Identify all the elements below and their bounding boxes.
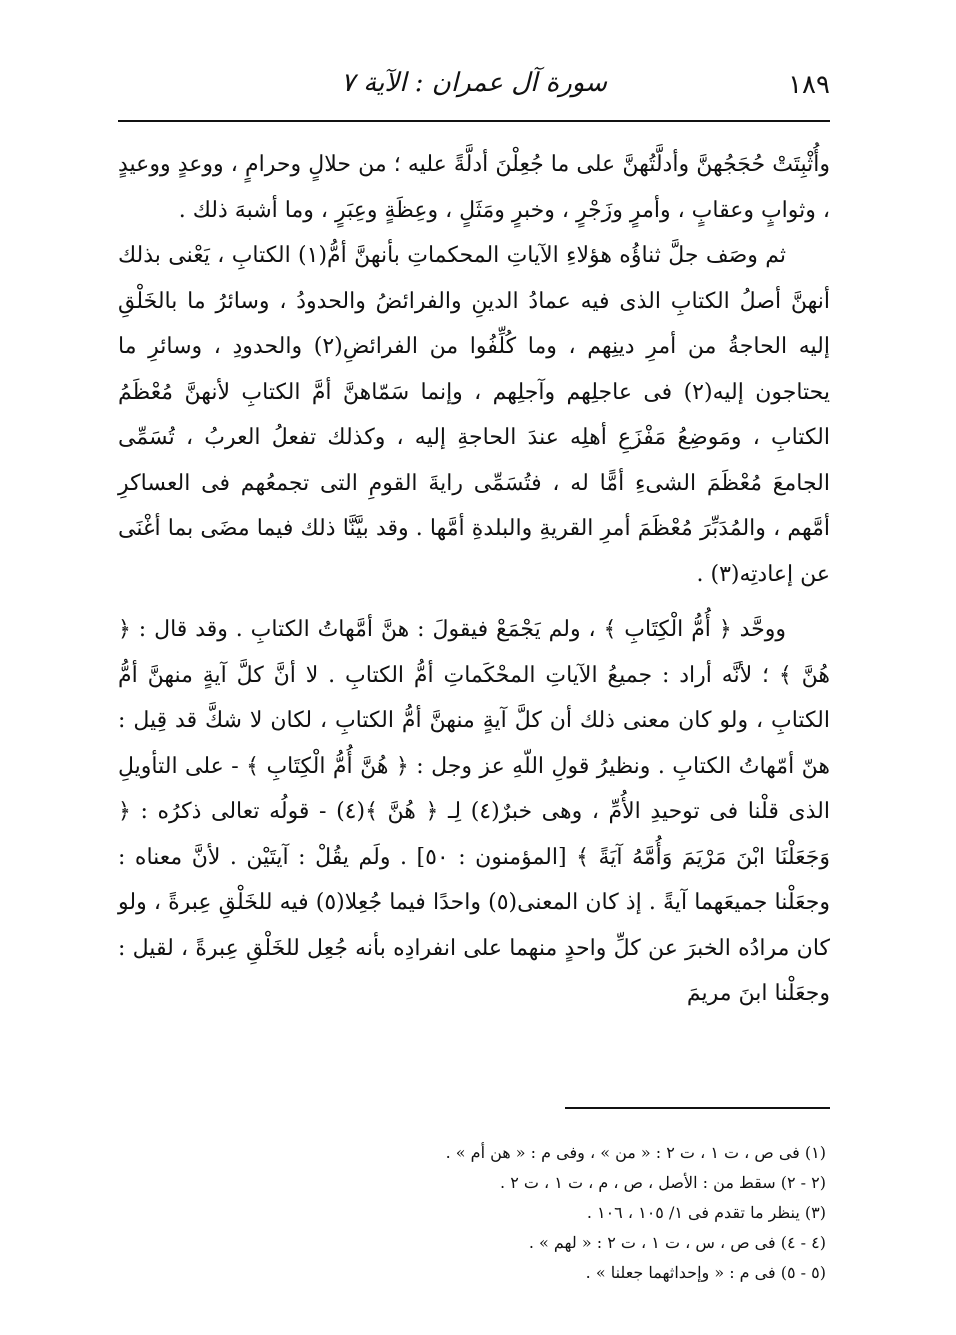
footnote-3: (٣) ينظر ما تقدم فى ١/ ١٠٥ ، ١٠٦ . (586, 1203, 826, 1222)
paragraph-2: ثم وصَف جلَّ ثناؤُه هؤلاءِ الآياتِ المحكماتِ بأنهنَّ أمُّ(١) الكتابِ ، يَعْنى بذلك أنهنَّ أصلُ الكتابِ الذى فيه عمادُ الدينِ والفرائضُ والحدودُ ، وسائرُ ما بالخَلْقِ إليه الحاجةُ من أمرِ دينِهم ، وما كُلِّفُوا من الفرائضِ(٢) والحدودِ ، وسائرِ ما يحتاجون إليه(٢) فى عاجلِهم وآجلِهم ، وإنما سَمّاهنَّ أمَّ الكتابِ لأنهنَّ مُعْظَمُ الكتابِ ، ومَوضِعُ مَفْزَعِ أهلِه عندَ الحاجةِ إليه ، وكذلك تفعلُ العربُ ، تُسَمِّى الجامعَ مُعْظَمَ الشىءِ أمًّا له ، فتُسَمِّى رايةَ القومِ التى تجمعُهم فى العساكرِ أمَّهم ، والمُدَبِّرَ مُعْظَمَ أمرِ القريةِ والبلدةِ أمَّها . وقد بيَّنَّا ذلك فيما مضَى بما أغْنَى عن إعادتِه(٣) . (118, 243, 830, 587)
page-number: ١٨٩ (788, 70, 830, 100)
paragraph-1: وأُثْبِتَتْ حُجَجُهنَّ وأدلَّتُهنَّ على ما جُعِلْنَ أدلَّةً عليه ؛ من حلالٍ وحرامٍ ، ووعدٍ ووعيدٍ ، وثوابٍ وعقابٍ ، وأمرٍ وزَجْرٍ ، وخبرٍ ومَثَلٍ ، وعِظَةٍ وعِبَرٍ ، وما أشبهَ ذلك . (118, 152, 830, 223)
main-text (118, 142, 830, 1017)
footnote-5: (٥ - ٥) فى م : « وإحداثهما جعلنا » . (585, 1263, 826, 1282)
footnotes (118, 1138, 830, 1288)
footnote-2: (٢ - ٢) سقط من : الأصل ، ص ، م ، ت ١ ، ت ٢ . (500, 1173, 826, 1192)
running-head (118, 66, 830, 116)
paragraph-3: ووحَّد ﴿ أُمُّ الْكِتَابِ ﴾ ، ولم يَجْمَعْ فيقولَ : هنَّ أمَّهاتُ الكتابِ . وقد قال : ﴿ هُنَّ ﴾ ؛ لأنَّه أراد : جميعُ الآياتِ المحْكَماتِ أمُّ الكتابِ . لا أنَّ كلَّ آيةٍ منهنَّ أمُّ الكتابِ ، ولو كان معنى ذلك أن كلَّ آيةٍ منهنَّ أمُّ الكتابِ ، لكان لا شكَّ قد قِيل : هنّ أمّهاتُ الكتابِ . ونظيرُ قولِ اللّهِ عز وجل : ﴿ هُنَّ أُمُّ الْكِتَابِ ﴾ - على التأويلِ الذى قلْنا فى توحيدِ الأُمِّ ، وهى خبرٌ(٤) لِـ ﴿ هُنَّ ﴾(٤) - قولُه تعالى ذكرُه : ﴿ وَجَعَلْنَا ابْنَ مَرْيَمَ وَأُمَّهُ آيَةً ﴾ [المؤمنون : ٥٠] . ولَم يقُلْ : آيتَيْن . لأنَّ معناه : وجعَلْنا جميعَهما آيةً . إذ كان المعنى(٥) واحدًا فيما جُعِلا(٥) فيه للخَلْقِ عِبرةً ، ولو كان مرادُه الخبرَ عن كلِّ واحدٍ منهما على انفرادِه بأنه جُعِل للخَلْقِ عِبرةً ، لقيل : وجعَلْنا ابنَ مريمَ (118, 617, 831, 1006)
footnote-1: (١) فى ص ، ت ١ ، ت ٢ : « من » ، وفى م : « هن أم » . (445, 1143, 826, 1162)
surah-title: سورة آل عمران : الآية ٧ (341, 68, 607, 98)
header-rule (118, 120, 830, 122)
footnote-4: (٤ - ٤) فى ص ، س ، ت ١ ، ت ٢ : « لهم » . (528, 1233, 826, 1252)
footnote-separator (565, 1107, 830, 1109)
